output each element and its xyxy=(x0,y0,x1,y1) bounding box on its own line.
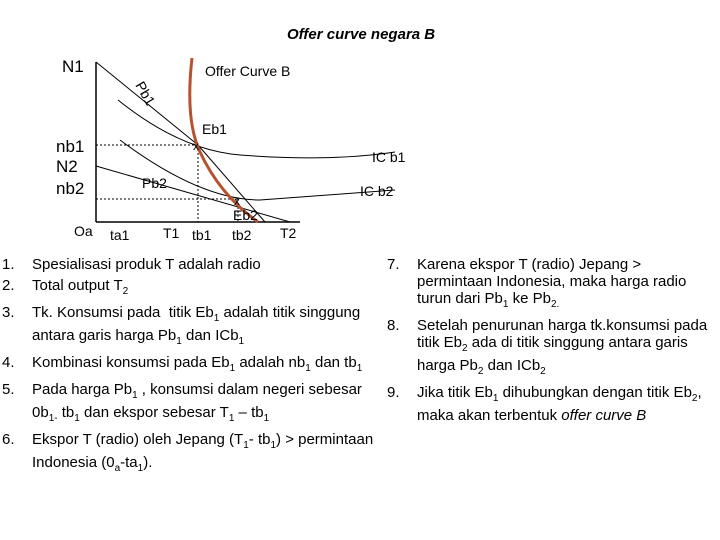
list-item-text: Total output $T_2$ xyxy=(32,277,129,297)
list-item-text: Karena ekspor T (radio) Jepang > permintaan Indonesia, maka harga radio turun dari $Pb_1$ ke $Pb_{2.}$ xyxy=(417,256,687,310)
line-label-pb2: Pb2 xyxy=(142,175,167,191)
list-item-text: Jika titik $Eb_1$ dihubungkan dengan titik $Eb_2$, maka akan terbentuk offer curve B xyxy=(417,384,702,424)
ic-label-b2: IC b2 xyxy=(360,183,394,199)
list-item xyxy=(387,384,717,424)
list-item xyxy=(2,304,374,350)
y-label-nb1: nb1 xyxy=(56,137,85,156)
indifference-curve-icb1 xyxy=(118,100,395,158)
page-title: Offer curve negara B xyxy=(287,26,436,43)
list-item-number: 4. xyxy=(2,354,15,371)
offer-curve-b xyxy=(190,58,258,222)
list-item xyxy=(2,381,374,427)
point-label-eb2: Eb2 xyxy=(233,207,258,223)
x-label-origin: Oa xyxy=(74,223,93,239)
list-item-text: Pada harga $Pb_1$ , konsumsi dalam negeri sebesar $0b_{1-}$ $tb_1$ dan ekspor sebesar $T_1 - tb_1$ xyxy=(32,381,362,424)
point-eb2-marker: x xyxy=(234,194,240,208)
list-item-text: Tk. Konsumsi pada titik $Eb_1$ adalah titik singgung antara garis harga $Pb_1$ dan ICb$_1$ xyxy=(32,304,361,347)
list-item-text: Ekspor T (radio) oleh Jepang ($T_1-$ $tb_1$) > permintaan Indonesia $(0_a-ta_1)$. xyxy=(32,431,374,474)
list-item-number: 6. xyxy=(2,431,15,448)
list-item-text: Kombinasi konsumsi pada $Eb_1$ adalah $nb_1$ dan $tb_1$ xyxy=(32,354,363,374)
list-item-number: 1. xyxy=(2,256,15,273)
list-item xyxy=(2,354,374,377)
x-label-t2: T2 xyxy=(280,225,297,241)
y-label-n1: N1 xyxy=(62,57,84,76)
list-item xyxy=(2,277,374,300)
list-item-number: 2. xyxy=(2,277,15,294)
list-item-number: 9. xyxy=(387,384,400,401)
line-label-pb1: Pb1 xyxy=(132,78,159,109)
list-item-text: Spesialisasi produk T adalah radio xyxy=(32,256,261,273)
ic-label-b1: IC b1 xyxy=(372,149,406,165)
y-label-n2: N2 xyxy=(56,157,78,176)
point-label-eb1: Eb1 xyxy=(202,121,227,137)
point-eb1-marker: x xyxy=(193,139,199,153)
list-item xyxy=(387,317,717,380)
explanation-list-left xyxy=(2,256,374,481)
x-label-t1: T1 xyxy=(163,225,180,241)
list-item xyxy=(2,431,374,477)
offer-curve-diagram xyxy=(0,0,720,250)
list-item xyxy=(2,256,374,273)
list-item-text: Setelah penurunan harga tk.konsumsi pada titik $Eb_2$ ada di titik singgung antara garis harga $Pb_2$ dan ICb$_2$ xyxy=(417,317,708,377)
list-item-number: 7. xyxy=(387,256,400,273)
price-line-pb2 xyxy=(96,166,290,222)
list-item-number: 3. xyxy=(2,304,15,321)
curve-label: Offer Curve B xyxy=(205,63,291,79)
explanation-list-right xyxy=(387,256,717,428)
indifference-curve-icb2 xyxy=(120,140,395,200)
x-label-ta1: ta1 xyxy=(110,227,130,243)
x-label-tb2: tb2 xyxy=(232,227,252,243)
x-label-tb1: tb1 xyxy=(192,227,212,243)
list-item-number: 8. xyxy=(387,317,400,334)
y-label-nb2: nb2 xyxy=(56,179,85,198)
list-item xyxy=(387,256,717,313)
list-item-number: 5. xyxy=(2,381,15,398)
